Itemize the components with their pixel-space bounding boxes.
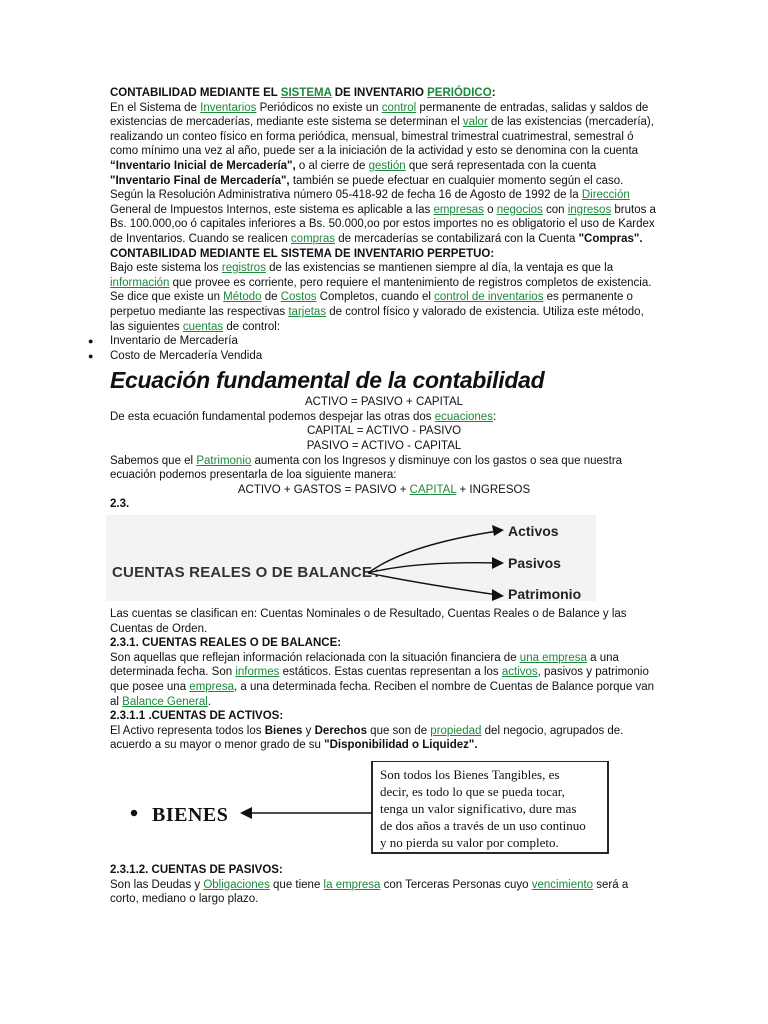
link-patrimonio[interactable]: Patrimonio [196,454,252,467]
section-title-activos: 2.3.1.1 .CUENTAS DE ACTIVOS: [110,710,284,723]
link-costos[interactable]: Costos [280,291,317,304]
diagram-item-pasivos: Pasivos [508,555,561,572]
definition-text [380,767,586,850]
link-activos[interactable]: activos [501,666,538,679]
list-item: ● Costo de Mercadería Vendida [110,349,658,364]
link-la-empresa[interactable]: la empresa [323,878,381,891]
link-informacion[interactable]: información [110,276,170,289]
link-capital[interactable]: CAPITAL [409,483,457,496]
link-sistema[interactable]: SISTEMA [280,87,332,99]
link-negocios[interactable]: negocios [496,203,543,216]
paragraph-perpetuo-1: Bajo este sistema los registros de las existencias se mantienen siempre al día, la ventaja es que la información que provee es corriente, pero requiere el mantenimiento de registros completos de existencia. [110,262,652,289]
definition-line: y no pierda su valor por completo. [380,834,559,850]
paragraph-patrimonio: Sabemos que el Patrimonio aumenta con los Ingresos y disminuye con los gastos o sea que nuestra ecuación podemos presentarla de loa siguiente manera: [110,454,623,482]
link-tarjetas[interactable]: tarjetas [288,305,327,318]
link-empresas[interactable]: empresas [433,203,484,216]
link-control[interactable]: control [381,101,417,114]
diagram-bienes-svg [110,761,670,857]
paragraph-clasificacion: Las cuentas se clasifican en: Cuentas Nominales o de Resultado, Cuentas Reales o de Balance y las Cuentas de Orden. [110,608,627,635]
link-vencimiento[interactable]: vencimiento [531,878,594,891]
heading-ecuacion: Ecuación fundamental de la contabilidad [110,367,545,394]
link-obligaciones[interactable]: Obligaciones [203,878,270,891]
section-title-periodico: CONTABILIDAD MEDIANTE EL SISTEMA DE INVENTARIO PERIÓDICO: [110,87,496,99]
link-direccion[interactable]: Dirección [581,189,630,202]
definition-line: decir, es todo lo que se pueda tocar, [380,783,565,799]
diagram-cuentas-reales [106,515,596,601]
link-cuentas[interactable]: cuentas [182,320,224,333]
bullet-list [110,334,658,363]
bullet-icon [131,810,137,816]
link-valor[interactable]: valor [462,116,488,129]
list-item: ● Inventario de Mercadería [110,334,658,349]
equation-1: ACTIVO = PASIVO + CAPITAL [304,396,464,409]
paragraph-periodico: En el Sistema de Inventarios Periódicos no existe un control permanente de entradas, salidas y saldos de existencias de mercaderías, mediante este sistema se determinan el valor de las existencias (mercadería), realizando un conteo físico en forma periódica, mensual, bimestral trimestral cuatrimestral, semestral ó como mínimo una vez al año, puede ser a la iniciación de la actividad y esto se denomina con la cuenta “Inventario Inicial de Mercadería", o al cierre de gestión que será representada con la cuenta "Inventario Final de Mercadería", también se puede efectuar en cualquier momento según el caso. Según la Resolución Administrativa número 05-418-92 de fecha 16 de Agosto de 1992 de la Dirección General de Impuestos Internos, este sistema es aplicable a las empresas o negocios con ingresos brutos a Bs. 100.000,oo ó capitales inferiores a Bs. 50.000,oo por estos importes no es obligatorio el uso de Kardex de Inventarios. Cuando se realicen compras de mercaderías se contabilizará con la Cuenta "Compras". [110,101,656,245]
paragraph-reales: Son aquellas que reflejan información relacionada con la situación financiera de una empresa a una determinada fecha. Son informes estáticos. Estas cuentas representan a los activos, pasivos y patrimonio que posee una empresa, a una determinada fecha. Reciben el nombre de Cuentas de Balance porque van al Balance General. [110,651,655,708]
definition-line: tenga un valor significativo, dure mas [380,800,577,816]
link-ingresos[interactable]: ingresos [567,203,612,216]
link-control-inventarios[interactable]: control de inventarios [434,291,544,304]
equation-3: PASIVO = ACTIVO - CAPITAL [306,440,462,453]
document-page [110,86,658,907]
section-title-reales: 2.3.1. CUENTAS REALES O DE BALANCE: [110,637,342,650]
link-balance-general[interactable]: Balance General [122,695,208,708]
paragraph-ecuaciones: De esta ecuación fundamental podemos despejar las otras dos ecuaciones: [110,410,497,423]
definition-line: de dos años a través de un uso continuo [380,817,586,833]
link-informes[interactable]: informes [235,666,280,679]
diagram-label: CUENTAS REALES O DE BALANCE : [112,564,380,582]
diagram-bienes [110,761,670,857]
section-number: 2.3. [110,498,130,511]
arrowhead-icon [240,807,252,819]
paragraph-pasivos: Son las Deudas y Obligaciones que tiene la empresa con Terceras Personas cuyo vencimiento será a corto, mediano o largo plazo. [110,878,629,906]
link-empresa[interactable]: empresa [189,681,235,693]
link-compras[interactable]: compras [290,232,336,245]
link-inventarios[interactable]: Inventarios [200,101,257,114]
diagram-item-patrimonio: Patrimonio [508,586,582,602]
link-metodo[interactable]: Método [223,291,262,304]
equation-4: ACTIVO + GASTOS = PASIVO + CAPITAL + INGRESOS [237,483,531,496]
paragraph-perpetuo-2: Se dice que existe un Método de Costos Completos, cuando el control de inventarios es permanente o perpetuo mediante las respectivas tarjetas de control físico y valorado de existencia. Utiliza este método, las siguientes cuentas de control: [110,291,644,333]
link-propiedad[interactable]: propiedad [430,724,482,737]
link-ecuaciones[interactable]: ecuaciones [434,410,493,423]
link-registros[interactable]: registros [221,262,266,275]
definition-line: Son todos los Bienes Tangibles, es [380,766,560,782]
link-gestion[interactable]: gestión [368,159,406,172]
diagram-svg [106,515,596,601]
section-title-perpetuo: CONTABILIDAD MEDIANTE EL SISTEMA DE INVENTARIO PERPETUO: [110,247,495,260]
equation-2: CAPITAL = ACTIVO - PASIVO [306,425,462,438]
link-una-empresa[interactable]: una empresa [519,651,587,664]
section-title-pasivos: 2.3.1.2. CUENTAS DE PASIVOS: [110,863,283,876]
paragraph-activos: El Activo representa todos los Bienes y Derechos que son de propiedad del negocio, agrupados de. acuerdo a su mayor o menor grado de su "Disponibilidad o Liquidez". [110,724,624,752]
link-periodico[interactable]: PERIÓDICO [427,87,492,99]
diagram-item-activos: Activos [508,523,559,540]
diagram-bienes-label: BIENES [152,803,229,826]
